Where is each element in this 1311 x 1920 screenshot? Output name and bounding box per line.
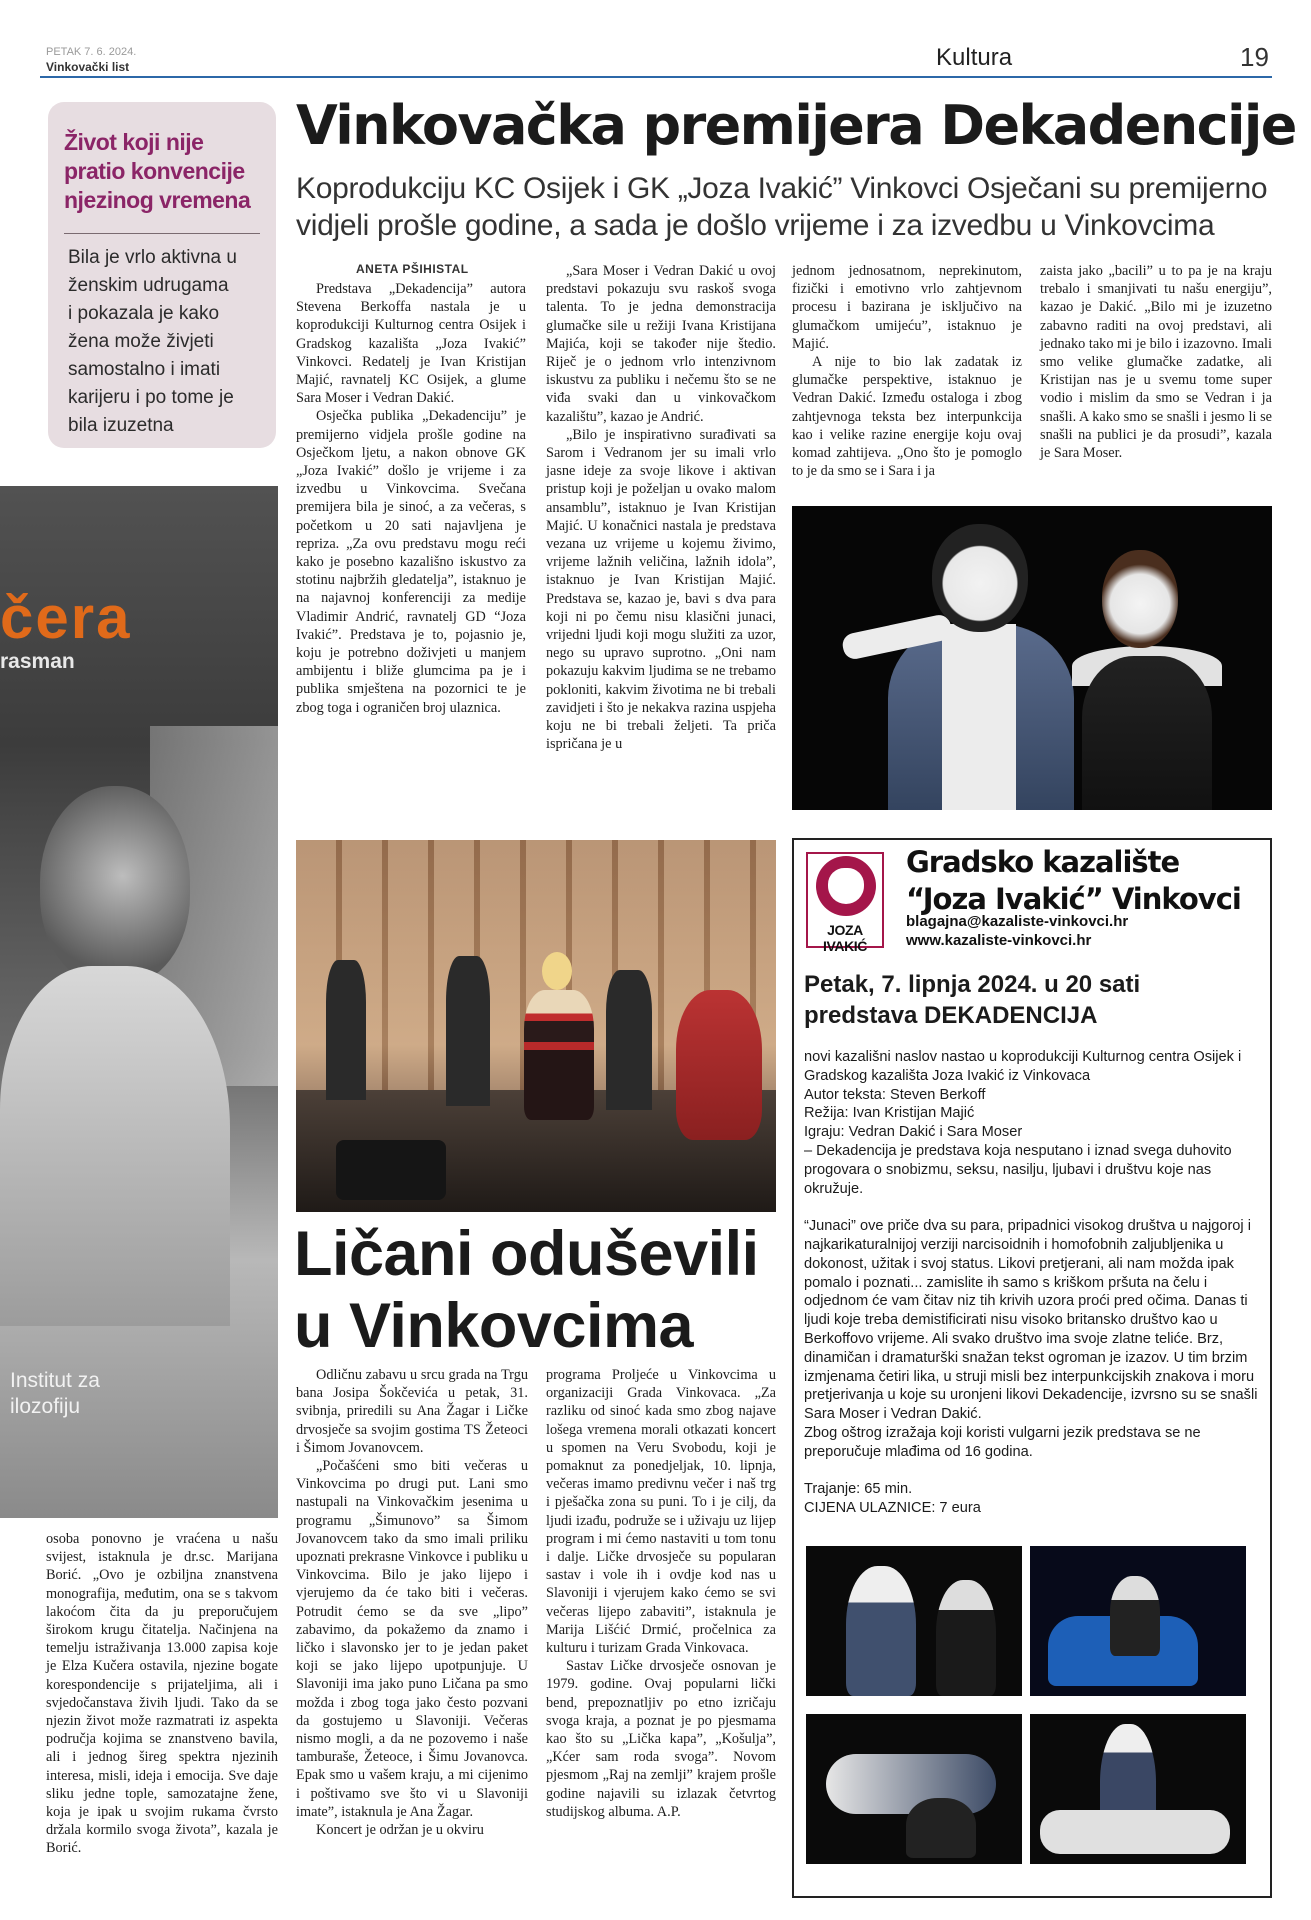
sidebar-text-line: bila izuzetna <box>68 415 174 436</box>
stage-speaker <box>336 1140 446 1200</box>
paragraph: „Sara Moser i Vedran Dakić u ovoj predstavi pokazuju svu raskoš svoga talenta. To je jedna demonstracija glumačke sile u režiji Ivana Kristijana Majića, koji se također nije štedio. Riječ je o jednom vrlo intenzivnom iskustvu za publiku i nečemu što se ne viđa svaki dan u vinkovačkom kazalištu”, kazao je Andrić. <box>546 263 776 425</box>
second-article-column-1 <box>296 1366 528 1839</box>
paragraph: zaista jako „bacili” u to pa je na kraju trebalo i smanjivati tu našu energiju”, kazao je Dakić. „Bilo mi je izuzetno zabavno raditi na ovoj predstavi, ali jednako tako mi je bilo i izazovno. Imali smo velike glumačke zadatke, ali Kristijan nas je u svemu tome super vodio i mislim da smo se Vedran i ja snašli. A kako smo se snašli i jesmo li se snašli na publici je da prosudi”, kazala je Sara Moser. <box>1040 263 1272 462</box>
theater-mask-icon <box>828 868 864 904</box>
header-rule <box>40 76 1272 78</box>
theater-email: blagajna@kazaliste-vinkovci.hr <box>906 913 1129 930</box>
poster-title-fragment: čera <box>0 584 132 651</box>
actor-face <box>932 524 1028 632</box>
thumb-actress <box>1110 1576 1160 1656</box>
sidebar-text-line: žena može živjeti <box>68 331 214 352</box>
theater-name-line: Gradsko kazalište <box>906 845 1180 879</box>
sidebar-title-line: njezinog vremena <box>64 187 251 213</box>
musician-figure <box>446 956 490 1106</box>
theater-contact <box>906 912 1128 950</box>
musician-figure <box>606 970 652 1110</box>
thumb-dancing-couple <box>826 1754 996 1814</box>
theater-name <box>906 844 1241 918</box>
issue-date: PETAK 7. 6. 2024. <box>46 46 137 58</box>
article-headline: Vinkovačka premijera Dekadencije <box>296 94 1296 157</box>
article-subheadline: Koprodukciju KC Osijek i GK „Joza Ivakić” Vinkovci Osječani su premijerno vidjeli prošle godine, a sada je došlo vrijeme i za izvedbu u Vinkovcima <box>296 172 1268 242</box>
paragraph: A nije to bio lak zadatak iz glumačke perspektive, istaknuo je Vedran Dakić. Između ostaloga i zbog zahtjevnoga teksta bez interpunkcija kao i velike razine energije koju ovaj komad zahtijeva. „Ono što je pomoglo to je da smo se i Sara i ja <box>792 354 1022 480</box>
performance-date-line: Petak, 7. lipnja 2024. u 20 sati <box>804 971 1141 998</box>
article-byline: ANETA PŠIHISTAL <box>356 262 469 276</box>
headline-line: Ličani oduševili <box>294 1219 759 1289</box>
book-poster-photo <box>0 486 278 1518</box>
info-line: – Dekadencija je predstava koja nesputano i iznad svega duhovito progovara o snobizmu, seksu, nasilju, ljubavi i društvu koje nas okružuje. <box>804 1142 1232 1197</box>
age-warning: Zbog oštrog izražaja koji koristi vulgarni jezik predstava se ne preporučuje mlađima od 16 godina. <box>804 1424 1201 1460</box>
paragraph: Odličnu zabavu u srcu grada na Trgu bana Josipa Šokčevića u petak, 31. svibnja, priredili su Ana Žagar i Ličke drvosječe sa svojim gostima TS Žeteoci i Šimom Jovanovcem. <box>296 1367 528 1456</box>
left-article-continuation: osoba ponovno je vraćena u našu svijest, istaknula je dr.sc. Marijana Borić. „Ovo je ozbiljna znanstvena monografija, međutim, ona se s takvom lakoćom čita da ju preporučujem širokom krugu čitatelja. Načinjena na temelju istraživanja 13.000 zapisa koje je Elza Kučera ostavila, njezine bogate korespondencije s prijateljima, ali i svjedočanstava živih ljudi. Tako da se njezin život može razmatrati iz aspekta područja kojima se znanstveno bavila, ali i jednog šireg spektra njezinih interesa, misli, ideja i emocija. Sve daje sliku jedne tople, samozatajne žene, koja je ipak u svojim rukama čvrsto držala kormilo svoga života”, kazala je Borić. <box>46 1531 278 1857</box>
woman-portrait <box>40 786 190 986</box>
actress-face <box>1102 550 1178 648</box>
thumb-actress <box>936 1580 996 1696</box>
performance-thumbnail <box>1030 1714 1246 1864</box>
duration: Trajanje: 65 min. <box>804 1481 913 1498</box>
section-name: Kultura <box>936 44 1013 71</box>
sidebar-title <box>64 128 269 215</box>
article-column-4 <box>1040 262 1272 462</box>
performance-date-line: predstava DEKADENCIJA <box>804 1002 1098 1029</box>
thumb-actor <box>846 1566 916 1696</box>
paragraph: „Počašćeni smo biti večeras u Vinkovcima po drugi put. Lani smo nastupali na Vinkovačkim jesenima u programu „Šimunovo” sa Šimom Jovanovcem tako da smo imali priliku upoznati prekrasne Vinkovce i publiku u Vinkovcima. Bilo je jako lijepo i vjerujemo da će tako biti i večeras. Potrudit ćemo se da sve „lipo” zabavimo, da pokažemo da znamo i ličko i slavonsko jer to je jedan paket koji se jako lijepo upotpunjuje. U Slavoniji ima jako puno Ličana pa smo možda i zbog toga jako često pozvani da gostujemo u Slavoniji. Večeras nismo mogli, a da ne pozovemo i naše tamburaše, Žeteoce, i Šimu Jovanovca. Epak smo u vašem kraju, a mi cijenimo i poštivamo sve što vi u Slavoniji imate”, istaknula je Ana Žagar. <box>296 1458 528 1820</box>
performance-thumbnail <box>806 1546 1022 1696</box>
paragraph: Koncert je održan je u okviru <box>316 1822 484 1839</box>
singer-head <box>542 952 572 990</box>
sidebar-divider <box>64 233 260 234</box>
sidebar-title-line: pratio konvencije <box>64 158 245 184</box>
institute-line: ilozofiju <box>10 1395 81 1418</box>
performance-info <box>804 1048 1258 1518</box>
thumb-figure <box>906 1798 976 1858</box>
concert-photo <box>296 840 776 1212</box>
performance-thumbnail <box>806 1714 1022 1864</box>
info-line: Autor teksta: Steven Berkoff <box>804 1086 986 1103</box>
thumb-lying-actress <box>1040 1810 1230 1854</box>
sidebar-text-line: samostalno i imati <box>68 359 221 380</box>
poster-author-fragment: rasman <box>0 650 75 673</box>
article-column-1 <box>296 280 526 717</box>
page-number: 19 <box>1240 42 1269 72</box>
sidebar-title-line: Život koji nije <box>64 129 204 155</box>
paragraph: „Bilo je inspirativno surađivati sa Sarom i Vedranom jer su imali vrlo jasne ideje za svoje likove i aktivan pristup koji je poželjan u ovako malom ansamblu”, istaknuo je Ivan Kristijan Majić. U konačnici nastala je predstava vezana uz vrijeme u kojemu živimo, vrijeme lažnih veličina, lažnih idola”, istaknuo je Ivan Kristijan Majić. Predstava se, kazao je, bavi s dva para koji ni po čemu nisu klasični junaci, vrijedni ljudi koji mogu služiti za uzor, nego su upravo suprotno. „Oni nam pokazuju kakvim ljudima se ne trebamo pokloniti, kakvim životima ne bi trebali zavidjeti i što je nekakva razina uspjeha koju ne bi trebali željeti. Ta priča ispričana je u <box>546 426 776 753</box>
theater-name-line: “Joza Ivakić” Vinkovci <box>906 882 1241 916</box>
headline-line: u Vinkovcima <box>294 1291 694 1361</box>
info-line: Režija: Ivan Kristijan Majić <box>804 1105 975 1122</box>
article-column-2 <box>546 262 776 753</box>
second-article-column-2 <box>546 1366 776 1821</box>
guitarist-figure <box>676 990 762 1140</box>
singer-dress <box>524 990 594 1120</box>
second-article-headline <box>294 1218 794 1362</box>
musician-figure <box>326 960 366 1100</box>
actor-shirt <box>942 624 1016 810</box>
paragraph: jednom jednosatnom, neprekinutom, fizički i emotivno vrlo zahtjevnom procesu i bazirana je isključivo na glumačkom umijeću”, istaknuo je Majić. <box>792 263 1022 352</box>
actress-dress <box>1082 656 1212 810</box>
theater-website: www.kazaliste-vinkovci.hr <box>906 932 1092 949</box>
paragraph: Predstava „Dekadencija” autora Stevena Berkoffa nastala je u koprodukciji Kulturnog centra Osijek i Gradskog kazališta „Joza Ivakić” Vinkovci. Redatelj je Ivan Kristijan Majić, ravnatelj KC Osijek, a glume Sara Moser i Vedran Dakić. <box>296 281 526 407</box>
sidebar-text <box>68 244 268 440</box>
actors-stage-photo <box>792 506 1272 810</box>
sidebar-text-line: ženskim udrugama <box>68 275 229 296</box>
sidebar-text-line: Bila je vrlo aktivna u <box>68 247 237 268</box>
sidebar-text-line: karijeru i po tome je <box>68 387 234 408</box>
paragraph: Osječka publika „Dekadenciju” je premijerno vidjela prošle godine na Osječkom ljetu, a nakon obnove GK „Joza Ivakić” došlo je vrijeme i za izvedbu u Vinkovcima. Svečana premijera bila je sinoć, a za večeras, s početkom u 20 sati najavljena je repriza. „Za ovu predstavu mogu reći kako je posebno kazališno iskustvo za stotinu najbržih gledatelja”, istaknuo je na najavnoj konferenciji za medije Vladimir Andrić, ravnatelj GD “Joza Ivakić”. Predstava je to, pojasnio je, koju je potrebno doživjeti u manjem ambijentu i bliže glumcima pa je i publika smještena na pozornici te je zbog toga i ograničen broj ulaznica. <box>296 408 526 716</box>
sidebar-text-line: i pokazala je kako <box>68 303 220 324</box>
institute-line: Institut za <box>10 1369 100 1392</box>
performance-date <box>804 969 1264 1031</box>
article-column-3 <box>792 262 1022 480</box>
paragraph: programa Proljeće u Vinkovcima u organizaciji Grada Vinkovaca. „Za razliku od sinoć kada smo zbog najave lošega vremena morali otkazati koncert u spomen na Veru Svobodu, koji je pomaknut za ponedjeljak, 10. lipnja, večeras imamo predivnu večer i naš trg i pješačka zona su puni. To i je cilj, da ljudi izađu, podruže se i uživaju uz lijep program i mi ćemo nastaviti u tom tonu i dalje. Ličke drvosječe su popularan sastav i vole ih i ovdje kod nas u Slavoniji i vjerujem kako ćemo se svi večeras lijepo zabaviti”, istaknula je Marija Lišćić Drmić, pročelnica za kulturu i turizam Grada Vinkovaca. <box>546 1367 776 1657</box>
ticket-price: CIJENA ULAZNICE: 7 eura <box>804 1500 981 1517</box>
publication-name: Vinkovački list <box>46 60 130 74</box>
info-line: novi kazališni naslov nastao u koprodukciji Kulturnog centra Osijek i Gradskog kazališta Joza Ivakić iz Vinkovaca <box>804 1049 1242 1084</box>
woman-figure <box>0 966 230 1326</box>
paragraph: Sastav Ličke drvosječe osnovan je 1979. godine. Ovaj popularni lički bend, prepoznatljiv po etno izričaju svoga kraja, a poznat je po pjesmama kao što su „Lička kapa”, „Košulja”, „Kćer sam roda svoga”. Novom pjesmom „Raj na zemlji” krajem prošle godine najavili su izlazak četvrtog studijskog albuma. A.P. <box>546 1658 776 1820</box>
theater-logo-text: JOZA IVAKIĆ <box>822 922 867 954</box>
info-paragraph: “Junaci” ove priče dva su para, pripadnici visokog društva u najgoroj i najkarikaturalnijoj verziji narcisoidnih i homofobnih zaljubljenika u dokonost, užitak i svoj status. Likovi pretjerani, ali nam možda ipak pomalo i poznati... zamislite ih samo s kriškom pršuta na čelu i odjednom će vam čitav niz tih krivih uzora proći pred očima. Danas ti ljudi koje treba demistificirati nisu visoko britansko društvo kao u Berkoffovo vrijeme. Ali svako društvo ima svoje zlatne teliće. Brz, dinamičan i dramaturški snažan tekst ogroman je izazov. U tim brzim izmjenama četiri lika, u struji misli bez interpunkcijskih znakova i moru pretjerivanja u koje su uronjeni likovi Dekadencije, izvrsno su se snašli Sara Moser i Vedran Dakić. <box>804 1218 1258 1423</box>
performance-thumbnail <box>1030 1546 1246 1696</box>
institute-logo-text <box>10 1368 100 1420</box>
info-line: Igraju: Vedran Dakić i Sara Moser <box>804 1124 1023 1141</box>
